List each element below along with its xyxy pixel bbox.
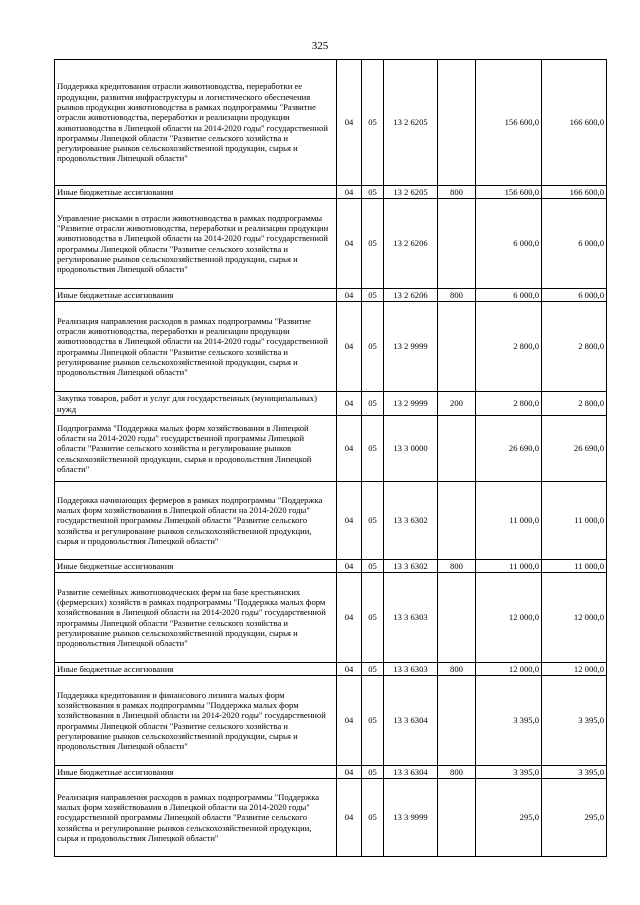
row-value-2: 12 000,0 <box>542 663 607 676</box>
row-expense-type <box>438 779 476 857</box>
row-expense-type: 800 <box>438 560 476 573</box>
row-value-1: 295,0 <box>476 779 542 857</box>
row-article: 13 3 6302 <box>384 560 438 573</box>
row-subsection: 05 <box>362 663 384 676</box>
table-row <box>55 60 607 186</box>
row-name: Иные бюджетные ассигнования <box>55 766 337 779</box>
row-expense-type <box>438 60 476 186</box>
row-value-1: 11 000,0 <box>476 560 542 573</box>
table-row <box>55 392 607 416</box>
row-subsection: 05 <box>362 676 384 766</box>
row-section: 04 <box>337 766 362 779</box>
row-value-2: 6 000,0 <box>542 289 607 302</box>
row-expense-type <box>438 482 476 560</box>
table-row <box>55 416 607 482</box>
row-section: 04 <box>337 779 362 857</box>
row-section: 04 <box>337 416 362 482</box>
row-name: Поддержка кредитования отрасли животноводства, переработки ее продукции, развития инфраструктуры и логистического обеспечения рынков продукции животноводства в рамках подпрограммы "Развитие отрасли животноводства, переработки и реализации продукции животноводства в Липецкой области на 2014-2020 годы" государственной программы Липецкой области "Развитие сельского хозяйства и регулирование рынков сельскохозяйственной продукции, сырья и продовольствия Липецкой области" <box>55 60 337 186</box>
row-name: Реализация направления расходов в рамках подпрограммы "Поддержка малых форм хозяйствования в Липецкой области на 2014-2020 годы" государственной программы Липецкой области "Развитие сельского хозяйства и регулирование рынков сельскохозяйственной продукции, сырья и продовольствия Липецкой области" <box>55 779 337 857</box>
row-expense-type: 800 <box>438 663 476 676</box>
row-subsection: 05 <box>362 573 384 663</box>
row-expense-type <box>438 573 476 663</box>
table-row <box>55 573 607 663</box>
table-row <box>55 289 607 302</box>
row-article: 13 2 6206 <box>384 199 438 289</box>
row-article: 13 3 6304 <box>384 766 438 779</box>
row-name: Поддержка начинающих фермеров в рамках подпрограммы "Поддержка малых форм хозяйствования в Липецкой области на 2014-2020 годы" государственной программы Липецкой области "Развитие сельского хозяйства и регулирование рынков сельскохозяйственной продукции, сырья и продовольствия Липецкой области" <box>55 482 337 560</box>
row-value-1: 3 395,0 <box>476 766 542 779</box>
row-section: 04 <box>337 573 362 663</box>
row-value-2: 166 600,0 <box>542 60 607 186</box>
row-article: 13 3 6304 <box>384 676 438 766</box>
row-value-1: 11 000,0 <box>476 482 542 560</box>
row-article: 13 3 6303 <box>384 573 438 663</box>
row-subsection: 05 <box>362 186 384 199</box>
row-value-1: 3 395,0 <box>476 676 542 766</box>
row-name: Подпрограмма "Поддержка малых форм хозяйствования в Липецкой области на 2014-2020 годы" государственной программы Липецкой области "Развитие сельского хозяйства и регулирование рынков сельскохозяйственной продукции, сырья и продовольствия Липецкой области" <box>55 416 337 482</box>
row-name: Управление рисками в отрасли животноводства в рамках подпрограммы "Развитие отрасли животноводства, переработки и реализации продукции животноводства в Липецкой области на 2014-2020 годы" государственной программы Липецкой области "Развитие сельского хозяйства и регулирование рынков сельскохозяйственной продукции, сырья и продовольствия Липецкой области" <box>55 199 337 289</box>
row-subsection: 05 <box>362 482 384 560</box>
table-row <box>55 302 607 392</box>
row-value-1: 6 000,0 <box>476 289 542 302</box>
row-value-1: 6 000,0 <box>476 199 542 289</box>
row-name: Закупка товаров, работ и услуг для государственных (муниципальных) нужд <box>55 392 337 416</box>
row-section: 04 <box>337 676 362 766</box>
budget-table <box>54 59 607 857</box>
row-subsection: 05 <box>362 289 384 302</box>
row-article: 13 3 6302 <box>384 482 438 560</box>
row-section: 04 <box>337 199 362 289</box>
row-value-2: 6 000,0 <box>542 199 607 289</box>
row-subsection: 05 <box>362 560 384 573</box>
table-row <box>55 766 607 779</box>
row-value-1: 12 000,0 <box>476 573 542 663</box>
row-value-1: 156 600,0 <box>476 60 542 186</box>
row-value-2: 12 000,0 <box>542 573 607 663</box>
row-name: Иные бюджетные ассигнования <box>55 289 337 302</box>
table-row <box>55 482 607 560</box>
row-expense-type: 800 <box>438 766 476 779</box>
table-row <box>55 779 607 857</box>
row-value-1: 26 690,0 <box>476 416 542 482</box>
row-section: 04 <box>337 186 362 199</box>
row-subsection: 05 <box>362 199 384 289</box>
row-expense-type: 800 <box>438 186 476 199</box>
row-article: 13 3 6303 <box>384 663 438 676</box>
row-subsection: 05 <box>362 302 384 392</box>
table-row <box>55 199 607 289</box>
row-value-1: 156 600,0 <box>476 186 542 199</box>
row-name: Иные бюджетные ассигнования <box>55 186 337 199</box>
row-value-2: 295,0 <box>542 779 607 857</box>
row-section: 04 <box>337 482 362 560</box>
page-number: 325 <box>311 40 329 52</box>
row-article: 13 2 6206 <box>384 289 438 302</box>
row-subsection: 05 <box>362 766 384 779</box>
row-name: Поддержка кредитования и финансового лизинга малых форм хозяйствования в рамках подпрограммы "Поддержка малых форм хозяйствования в Липецкой области на 2014-2020 годы" государственной программы Липецкой области "Развитие сельского хозяйства и регулирование рынков сельскохозяйственной продукции, сырья и продовольствия Липецкой области" <box>55 676 337 766</box>
row-section: 04 <box>337 60 362 186</box>
row-name: Иные бюджетные ассигнования <box>55 560 337 573</box>
row-value-2: 3 395,0 <box>542 676 607 766</box>
row-article: 13 2 9999 <box>384 302 438 392</box>
row-expense-type: 800 <box>438 289 476 302</box>
row-expense-type <box>438 302 476 392</box>
row-article: 13 3 9999 <box>384 779 438 857</box>
table-row <box>55 663 607 676</box>
row-value-2: 2 800,0 <box>542 392 607 416</box>
table-row <box>55 560 607 573</box>
row-value-2: 11 000,0 <box>542 560 607 573</box>
row-section: 04 <box>337 392 362 416</box>
row-name: Иные бюджетные ассигнования <box>55 663 337 676</box>
row-article: 13 3 0000 <box>384 416 438 482</box>
row-value-1: 2 800,0 <box>476 302 542 392</box>
row-article: 13 2 6205 <box>384 186 438 199</box>
row-section: 04 <box>337 560 362 573</box>
row-value-2: 3 395,0 <box>542 766 607 779</box>
row-value-2: 2 800,0 <box>542 302 607 392</box>
row-section: 04 <box>337 663 362 676</box>
row-name: Реализация направления расходов в рамках подпрограммы "Развитие отрасли животноводства, переработки и реализации продукции животноводства в Липецкой области на 2014-2020 годы" государственной программы Липецкой области "Развитие сельского хозяйства и регулирование рынков сельскохозяйственной продукции, сырья и продовольствия Липецкой области" <box>55 302 337 392</box>
row-value-2: 166 600,0 <box>542 186 607 199</box>
row-value-1: 12 000,0 <box>476 663 542 676</box>
row-subsection: 05 <box>362 779 384 857</box>
row-article: 13 2 6205 <box>384 60 438 186</box>
table-row <box>55 676 607 766</box>
row-value-2: 11 000,0 <box>542 482 607 560</box>
row-section: 04 <box>337 289 362 302</box>
row-expense-type <box>438 416 476 482</box>
row-article: 13 2 9999 <box>384 392 438 416</box>
row-subsection: 05 <box>362 392 384 416</box>
row-expense-type <box>438 676 476 766</box>
row-name: Развитие семейных животноводческих ферм на базе крестьянских (фермерских) хозяйств в рамках подпрограммы "Поддержка малых форм хозяйствования в Липецкой области на 2014-2020 годы" государственной программы Липецкой области "Развитие сельского хозяйства и регулирование рынков сельскохозяйственной продукции, сырья и продовольствия Липецкой области" <box>55 573 337 663</box>
row-expense-type <box>438 199 476 289</box>
row-value-2: 26 690,0 <box>542 416 607 482</box>
row-expense-type: 200 <box>438 392 476 416</box>
row-value-1: 2 800,0 <box>476 392 542 416</box>
row-subsection: 05 <box>362 416 384 482</box>
row-section: 04 <box>337 302 362 392</box>
table-row <box>55 186 607 199</box>
row-subsection: 05 <box>362 60 384 186</box>
